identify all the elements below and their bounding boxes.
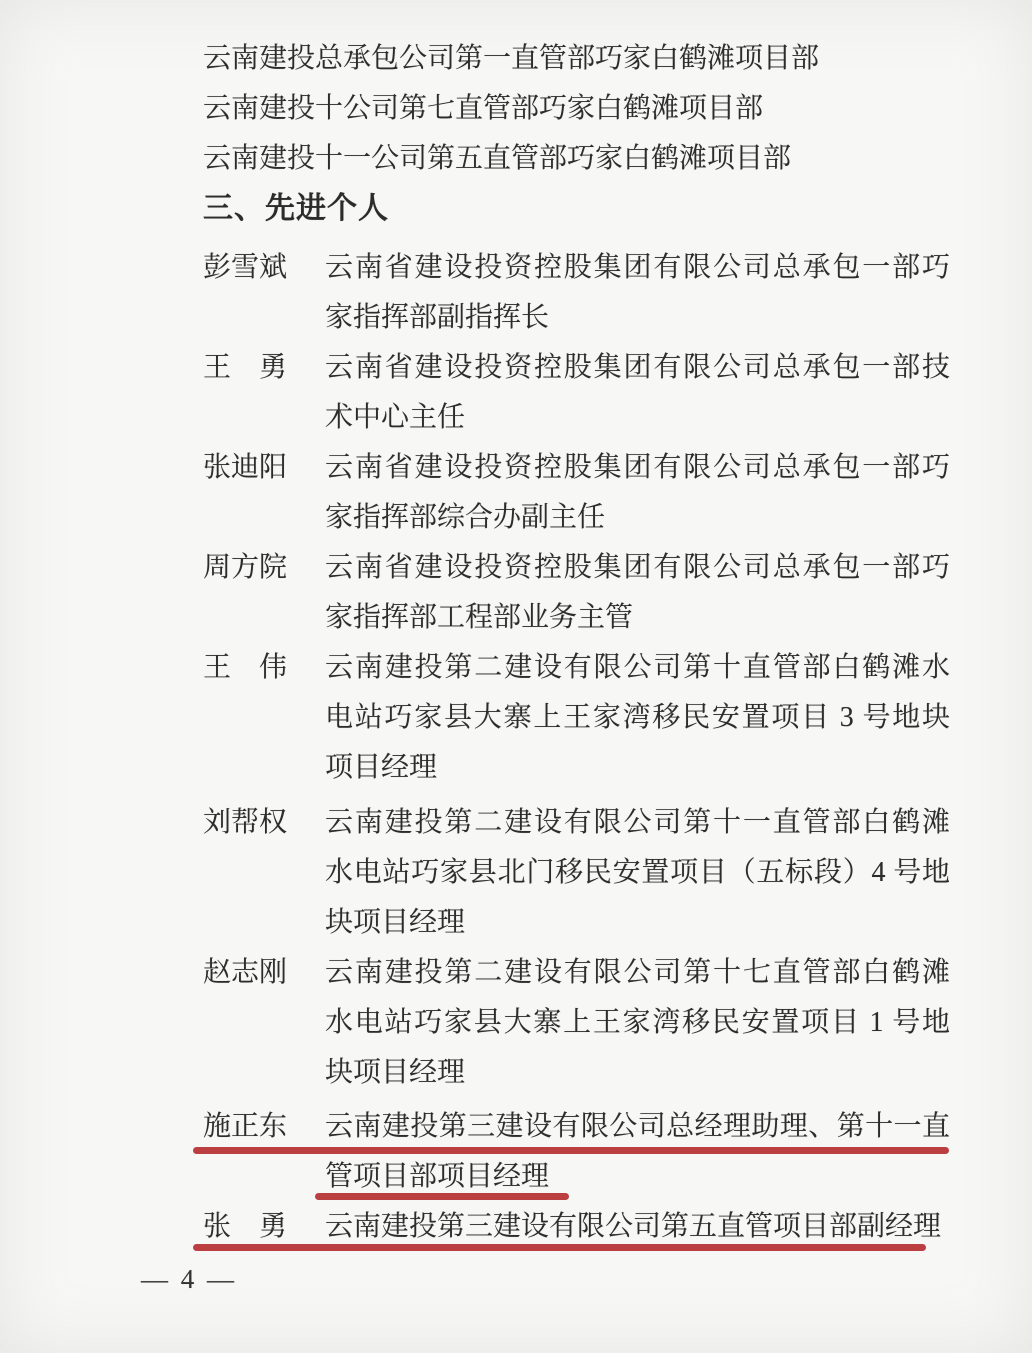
entry-line [203, 798, 963, 848]
person-role-line: 家指挥部综合办副主任 [325, 502, 606, 533]
person-role-line: 管项目部项目经理 [325, 1161, 550, 1192]
person-role-line: 水电站巧家县北门移民安置项目（五标段）4 号地 [325, 857, 950, 888]
entry-line [203, 293, 963, 343]
entry-line [203, 643, 963, 693]
page-number: — 4 — [141, 1264, 237, 1294]
person-entry [203, 443, 963, 543]
person-role-line: 云南省建设投资控股集团有限公司总承包一部技 [325, 352, 950, 383]
person-name: 周方院 [203, 552, 288, 583]
red-underline [193, 1244, 926, 1251]
entry-line [203, 898, 963, 948]
entry-line [203, 343, 963, 393]
entry-line [203, 593, 963, 643]
entry-line [203, 493, 963, 543]
person-role-line: 家指挥部工程部业务主管 [325, 602, 634, 633]
intro-line-text: 云南建投十公司第七直管部巧家白鹤滩项目部 [203, 93, 764, 124]
document-body [203, 34, 963, 1252]
person-role-line: 云南省建设投资控股集团有限公司总承包一部巧 [325, 452, 950, 483]
entry-line [203, 243, 963, 293]
entry-line [203, 693, 963, 743]
person-name: 施正东 [203, 1111, 288, 1142]
person-entry [203, 543, 963, 643]
intro-line [203, 84, 963, 134]
person-entry [203, 343, 963, 443]
person-role-line: 块项目经理 [325, 1057, 466, 1088]
entry-line [203, 443, 963, 493]
person-role-line: 电站巧家县大寨上王家湾移民安置项目 3 号地块 [325, 702, 950, 733]
person-role-line: 云南省建设投资控股集团有限公司总承包一部巧 [325, 252, 950, 283]
person-role-line: 云南建投第三建设有限公司总经理助理、第十一直 [325, 1111, 950, 1142]
entry-line [203, 1102, 963, 1152]
person-role-line: 家指挥部副指挥长 [325, 302, 550, 333]
person-name: 彭雪斌 [203, 252, 288, 283]
person-entry [203, 1102, 963, 1202]
entry-line [203, 743, 963, 793]
person-role-line: 块项目经理 [325, 907, 466, 938]
person-role-line: 云南建投第三建设有限公司第五直管项目部副经理 [325, 1211, 942, 1242]
person-name: 张 勇 [203, 1211, 288, 1242]
person-name: 王 伟 [203, 652, 288, 683]
red-underline [315, 1193, 569, 1200]
person-name: 王 勇 [203, 352, 288, 383]
entry-line [203, 393, 963, 443]
intro-line [203, 34, 963, 84]
person-role-line: 项目经理 [325, 752, 438, 783]
person-entry [203, 798, 963, 948]
person-name: 赵志刚 [203, 957, 288, 988]
person-name: 张迪阳 [203, 452, 288, 483]
person-entry [203, 243, 963, 343]
person-entry [203, 1202, 963, 1252]
person-entry [203, 948, 963, 1098]
entry-line [203, 1202, 963, 1252]
entry-line [203, 998, 963, 1048]
person-role-line: 术中心主任 [325, 402, 466, 433]
entry-line [203, 1048, 963, 1098]
entry-line [203, 948, 963, 998]
entry-line [203, 1152, 963, 1202]
person-role-line: 云南建投第二建设有限公司第十一直管部白鹤滩 [325, 807, 950, 838]
person-name: 刘帮权 [203, 807, 288, 838]
intro-line-text: 云南建投十一公司第五直管部巧家白鹤滩项目部 [203, 143, 792, 174]
person-role-line: 云南建投第二建设有限公司第十直管部白鹤滩水 [325, 652, 950, 683]
person-role-line: 云南建投第二建设有限公司第十七直管部白鹤滩 [325, 957, 950, 988]
intro-line-text: 云南建投总承包公司第一直管部巧家白鹤滩项目部 [203, 43, 820, 74]
person-entry [203, 643, 963, 793]
intro-line [203, 134, 963, 184]
entry-line [203, 543, 963, 593]
section-heading-text: 三、先进个人 [203, 192, 389, 225]
person-role-line: 水电站巧家县大寨上王家湾移民安置项目 1 号地 [325, 1007, 950, 1038]
person-role-line: 云南省建设投资控股集团有限公司总承包一部巧 [325, 552, 950, 583]
section-heading [203, 184, 963, 234]
entry-line [203, 848, 963, 898]
